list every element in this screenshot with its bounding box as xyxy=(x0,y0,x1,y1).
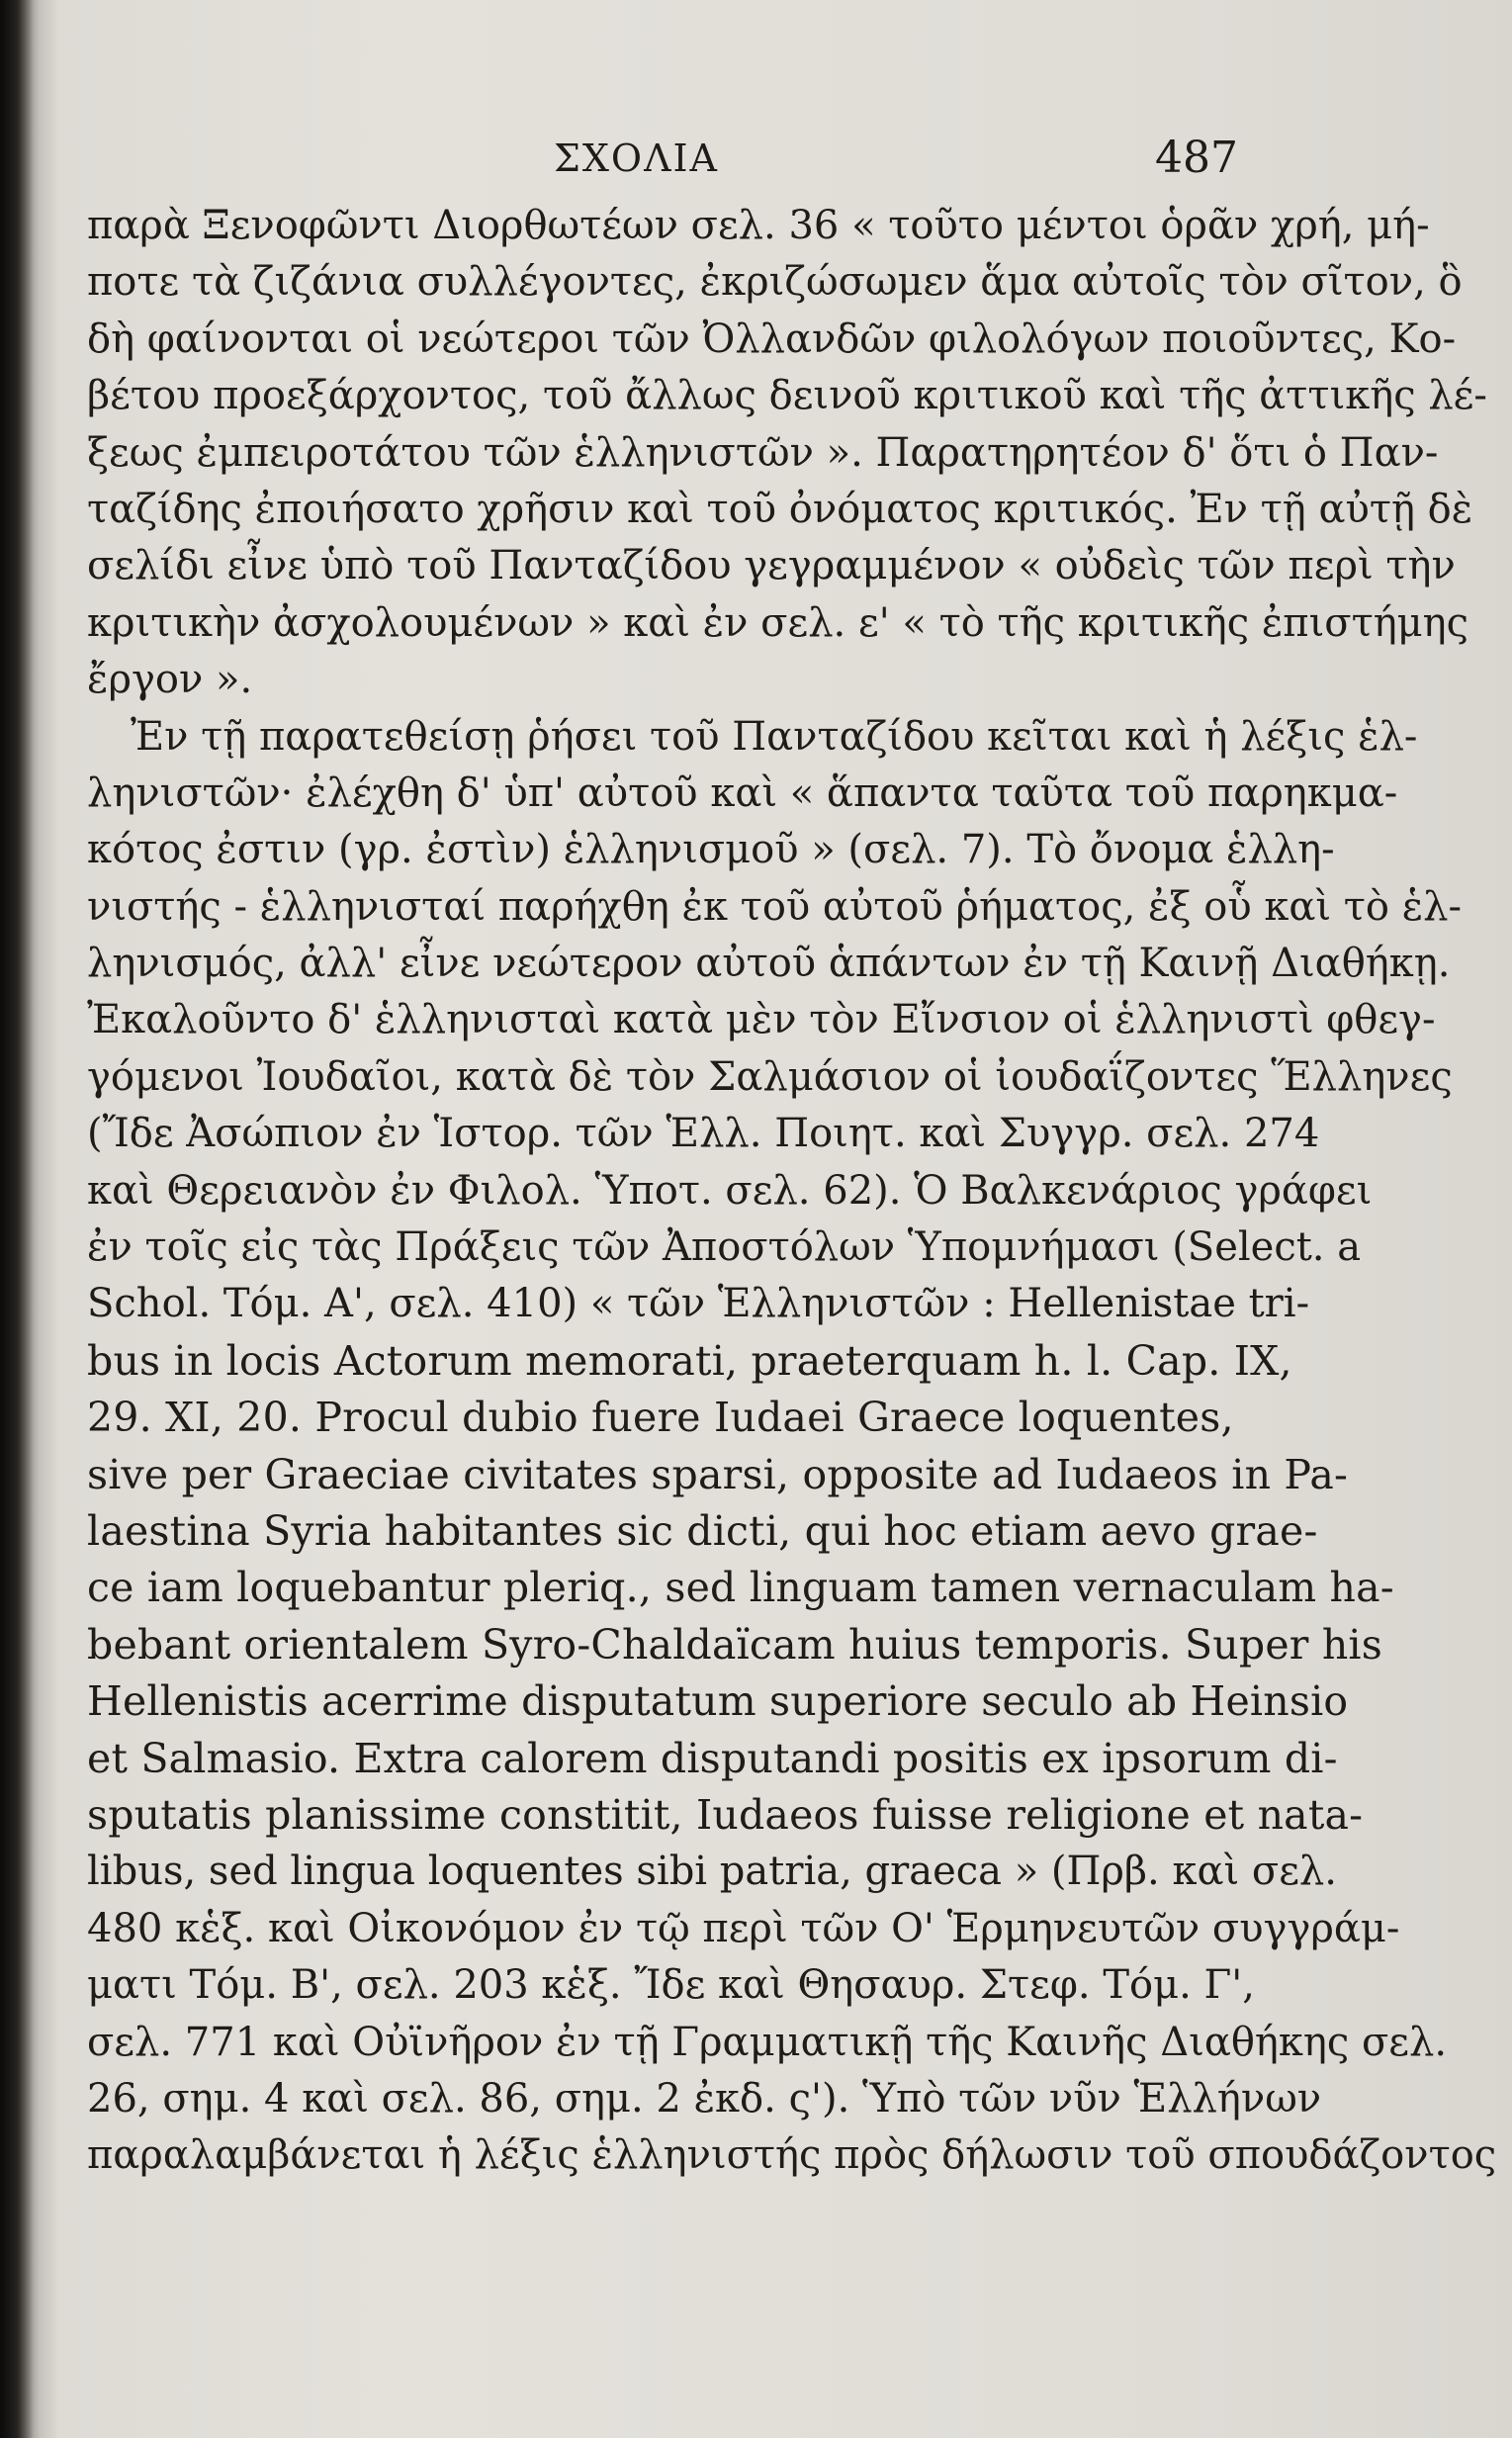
text-line: δὴ φαίνονται οἱ νεώτεροι τῶν Ὀλλανδῶν φιλολόγων ποιοῦντες, Κο- xyxy=(87,316,1457,362)
text-line: κότος ἐστιν (γρ. ἐστὶν) ἑλληνισμοῦ » (σελ. 7). Τὸ ὄνομα ἑλλη- xyxy=(87,827,1335,873)
text-line: libus, sed lingua loquentes sibi patria, graeca » (Πρβ. καὶ σελ. xyxy=(87,1849,1337,1895)
text-line: καὶ Θερειανὸν ἐν Φιλολ. Ὑποτ. σελ. 62). Ὁ Βαλκενάριος γράφει xyxy=(87,1167,1373,1214)
running-head: ΣΧΟΛΙΑ xyxy=(554,136,719,180)
text-line: παρὰ Ξενοφῶντι Διορθωτέων σελ. 36 « τοῦτο μέντοι ὁρᾶν χρή, μή- xyxy=(87,203,1430,248)
page-number: 487 xyxy=(1155,133,1238,183)
text-line: ληνισμός, ἀλλ' εἶνε νεώτερον αὐτοῦ ἁπάντων ἐν τῇ Καινῇ Διαθήκῃ. xyxy=(87,941,1451,987)
latin-text-line: 29. XI, 20. Procul dubio fuere Iudaei Graece loquentes, xyxy=(87,1394,1234,1442)
latin-text-line: Hellenistis acerrime disputatum superiore seculo ab Heinsio xyxy=(87,1677,1349,1726)
text-line: νιστής - ἑλληνισταί παρήχθη ἐκ τοῦ αὐτοῦ ῥήματος, ἐξ οὗ καὶ τὸ ἑλ- xyxy=(87,883,1463,930)
binding-shadow xyxy=(0,0,40,2438)
text-line: ταζίδης ἐποιήσατο χρῆσιν καὶ τοῦ ὀνόματος κριτικός. Ἐν τῇ αὐτῇ δὲ xyxy=(87,486,1473,532)
text-line: ματι Τόμ. Β', σελ. 203 κἑξ. Ἴδε καὶ Θησαυρ. Στεφ. Τόμ. Γ', xyxy=(87,1962,1255,2009)
body-text xyxy=(87,198,1497,2185)
latin-text-line: ce iam loquebantur pleriq., sed linguam tamen vernaculam ha- xyxy=(87,1564,1394,1612)
latin-text-line: sive per Graeciae civitates sparsi, opposite ad Iudaeos in Pa- xyxy=(87,1450,1349,1498)
latin-text-line: sputatis planissime constitit, Iudaeos fuisse religione et nata- xyxy=(87,1790,1364,1839)
text-line: ξεως ἐμπειροτάτου τῶν ἑλληνιστῶν ». Παρατηρητέον δ' ὅτι ὁ Παν- xyxy=(87,429,1439,476)
text-line: ληνιστῶν· ἐλέχθη δ' ὑπ' αὐτοῦ καὶ « ἅπαντα ταῦτα τοῦ παρηκμα- xyxy=(87,769,1398,816)
text-line: σελίδι εἶνε ὑπὸ τοῦ Πανταζίδου γεγραμμένον « οὐδεὶς τῶν περὶ τὴν xyxy=(87,543,1456,589)
text-line: ἐν τοῖς εἰς τὰς Πράξεις τῶν Ἀποστόλων Ὑπομνήμασι (Select. a xyxy=(87,1224,1362,1271)
text-line: ποτε τὰ ζιζάνια συλλέγοντες, ἐκριζώσωμεν ἅμα αὐτοῖς τὸν σῖτον, ὃ xyxy=(87,259,1463,306)
paragraph-start-line: Ἐν τῇ παρατεθείσῃ ῥήσει τοῦ Πανταζίδου κεῖται καὶ ἡ λέξις ἑλ- xyxy=(131,713,1418,760)
text-line: ἔργον ». xyxy=(87,657,253,703)
text-line: Schol. Τόμ. Α', σελ. 410) « τῶν Ἑλληνιστῶν : Hellenistae tri- xyxy=(87,1281,1310,1327)
latin-text-line: bebant orientalem Syro-Chaldaïcam huius temporis. Super his xyxy=(87,1620,1382,1669)
text-line: 26, σημ. 4 καὶ σελ. 86, σημ. 2 ἐκδ. ς'). Ὑπὸ τῶν νῦν Ἑλλήνων xyxy=(87,2075,1322,2122)
text-line: 480 κἑξ. καὶ Οἰκονόμον ἐν τῷ περὶ τῶν Ο' Ἑρμηνευτῶν συγγράμ- xyxy=(87,1905,1400,1951)
text-line: σελ. 771 καὶ Οὐϊνῆρον ἐν τῇ Γραμματικῇ τῆς Καινῆς Διαθήκης σελ. xyxy=(87,2019,1448,2065)
text-line: γόμενοι Ἰουδαῖοι, κατὰ δὲ τὸν Σαλμάσιον οἱ ἰουδαΐζοντες Ἕλληνες xyxy=(87,1053,1453,1100)
text-line: (Ἴδε Ἀσώπιον ἐν Ἱστορ. τῶν Ἑλλ. Ποιητ. καὶ Συγγρ. σελ. 274 xyxy=(87,1111,1320,1157)
latin-text-line: laestina Syria habitantes sic dicti, qui hoc etiam aevo grae- xyxy=(87,1506,1318,1555)
page-header xyxy=(0,133,1512,196)
latin-text-line: bus in locis Actorum memorati, praeterquam h. l. Cap. IX, xyxy=(87,1336,1292,1385)
text-line: κριτικὴν ἀσχολουμένων » καὶ ἐν σελ. ε' « τὸ τῆς κριτικῆς ἐπιστήμης xyxy=(87,599,1469,646)
latin-text-line: et Salmasio. Extra calorem disputandi positis ex ipsorum di- xyxy=(87,1734,1338,1782)
text-line: βέτου προεξάρχοντος, τοῦ ἄλλως δεινοῦ κριτικοῦ καὶ τῆς ἀττικῆς λέ- xyxy=(87,373,1487,419)
text-line: Ἐκαλοῦντο δ' ἑλληνισταὶ κατὰ μὲν τὸν Εἴνσιον οἱ ἑλληνιστὶ φθεγ- xyxy=(87,997,1436,1043)
text-line: παραλαμβάνεται ἡ λέξις ἑλληνιστής πρὸς δήλωσιν τοῦ σπουδάζοντος xyxy=(87,2132,1497,2179)
